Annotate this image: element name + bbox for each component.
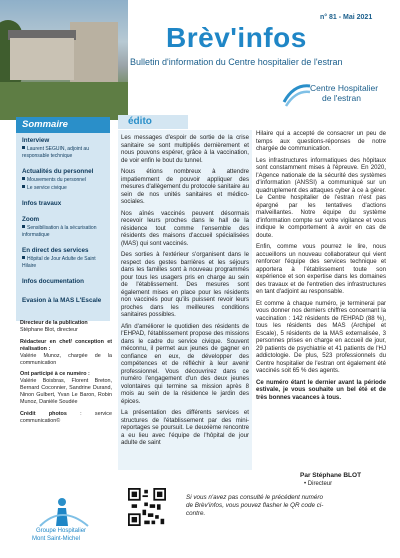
logo-swirl-icon (282, 80, 312, 108)
paragraph: Des sorties à l'extérieur s'organisent dans le respect des gestes barrières et les séjours dans les familles sont à nouveau programmés pour tous les usagers pris en charge au sein de l'établissement. Des mesures sont également mises en place pour les résidents non vaccinés pour qu'ils puissent revoir leurs proches dans les meilleures conditions sanitaires possibles. (121, 251, 249, 318)
toc-section-evasion[interactable]: Evasion à la MAS L'Escale (22, 297, 102, 304)
bullet-icon (22, 225, 25, 228)
toc-section-services[interactable]: En direct des services (22, 247, 89, 254)
paragraph: Les messages d'espoir de sortie de la crise sanitaire se sont multipliés dernièrement et nous pouvons espérer, grâce à la vaccination, de voir enfin le bout du tunnel. (121, 134, 249, 164)
edito-column-1 (118, 130, 252, 470)
toc-item[interactable]: Le service civique (22, 185, 110, 192)
toc-heading: Sommaire (16, 117, 110, 133)
paragraph: Nos aînés vaccinés peuvent désormais recevoir leurs proches dans le hall de la résidence tout comme l'ensemble des résidents des maisons d'accueil spécialisées (MAS) qui sont vaccinés. (121, 209, 249, 247)
toc-item[interactable]: Sensibilisation à la sécurisation informatique (22, 225, 97, 238)
logo-line2: de l'estran (322, 93, 361, 103)
newsletter-title: Brèv'infos (166, 22, 307, 53)
issue-number: n° 81 - Mai 2021 (320, 14, 373, 21)
bullet-icon (22, 256, 25, 259)
toc-item[interactable]: Hôpital de Jour Adulte de Saint Hilaire (22, 256, 96, 269)
edito-tab: édito (118, 115, 188, 129)
paragraph: Et comme à chaque numéro, je terminerai par vous donner nos derniers chiffres concernant la vaccination : 142 résidents de l'EHPAD (88 %), tous les résidents des MAS (Archipel et Escale), 5 résidents de la MAS externalisée, 3 personnes prises en charge en accueil de jour, 29 patients de psychiatrie et 41 patients de l'HJ addictologie. De plus, 523 professionnels du Centre hospitalier de l'estran ont également été vaccinés soit 65 % des agents. (256, 299, 386, 374)
hospital-photo (0, 0, 128, 120)
group-logo (18, 496, 116, 548)
toc-item[interactable]: Mouvements du personnel (22, 177, 110, 184)
hospital-logo (282, 78, 392, 112)
toc-item[interactable]: Laurent SEGUIN, adjoint au responsable technique (22, 146, 89, 159)
edito-column-2 (256, 130, 386, 405)
paragraph: La présentation des différents services et structures de l'établissement par des mini-reportages se poursuit. Le deuxième rencontre a eu lieu avec l'équipe de l'hôpital de jour adulte de saint (121, 409, 249, 446)
toc-section-travaux[interactable]: Infos travaux (22, 200, 62, 207)
qr-code-icon[interactable] (128, 488, 166, 526)
toc-section-personnel[interactable]: Actualités du personnel (22, 168, 94, 175)
paragraph: Les infrastructures informatiques des hôpitaux sont constamment mises à l'épreuve. En 2020, l'Agence nationale de la sécurité des systèmes d'information (ANSSI) a communiqué sur un quadruplement des attaques cyber à ce à gérer. Le Centre hospitalier de l'estran n'est pas épargné par les tentatives d'actions malveillantes. Notre équipe du système d'information compte sur votre vigilance et vous indique le comportement à avoir en cas de doute. (256, 156, 386, 239)
qr-code-note: Si vous n'avez pas consulté le précédent numéro de Brèv'infos, vous pouvez flasher le QR code ci-contre. (186, 494, 324, 517)
signature-role: • Directeur (304, 481, 333, 487)
group-logo-line1: Groupe Hospitalier (36, 528, 87, 534)
toc-section-zoom[interactable]: Zoom (22, 216, 40, 223)
bullet-icon (22, 185, 25, 188)
logo-line1: Centre Hospitalier (310, 83, 379, 93)
bullet-icon (22, 177, 25, 180)
paragraph: Nous étions nombreux à attendre impatiemment de pouvoir appliquer des mesures d'allègement du protocole sanitaire au sein de nos unités sanitaires et médico-sociales. (121, 168, 249, 205)
paragraph: Ce numéro étant le dernier avant la période estivale, je vous souhaite un bel été et de très bonnes vacances à tous. (256, 378, 386, 401)
paragraph: Hilaire qui a accepté de consacrer un peu de temps aux questions-réponses de notre chargée de communication. (256, 130, 386, 152)
publication-credits: Directeur de la publication Stéphane Blot, directeur Rédacteur en chef/ conception et réalisation : Valérie Munoz, chargée de la communication Ont participé à ce numéro : Valérie Boisbras, Florent Breton, Bernard Coconnier, Sandrine Durand, Ninon Gulbert, Yvan Le Baron, Robin Munoz, Danièle Soudée Crédit photos : service communication© (20, 320, 113, 424)
paragraph: Afin d'améliorer le quotidien des résidents de l'EHPAD, l'établissement propose des missions dans le cadre du service civique. Souvent méconnu, il permet aux jeunes de gagner en confiance en eux, de développer des compétences et de réfléchir à leur avenir professionnel. Vous découvrirez dans ce numéro l'engagement d'un des deux jeunes volontaires qui termine sa mission après 8 mois au sein de la résidence le jardin des épices. (121, 322, 249, 405)
group-logo-icon (18, 496, 116, 528)
signature: Par Stéphane BLOT (300, 472, 362, 479)
paragraph: Enfin, comme vous pourrez le lire, nous accueillons un nouveau collaborateur qui vient renforcer l'équipe des services technique et apportera à l'établissement toute son expérience et son expertise dans les domaines des travaux et de l'entretien des infrastructures en tant d'adjoint au responsable. (256, 243, 386, 295)
toc-section-interview[interactable]: Interview (22, 137, 50, 144)
group-logo-line2: Mont Saint-Michel (32, 536, 81, 542)
newsletter-subtitle: Bulletin d'information du Centre hospitalier de l'estran (130, 57, 343, 67)
toc-section-documentation[interactable]: Infos documentation (22, 278, 84, 285)
table-of-contents (16, 117, 110, 321)
bullet-icon (22, 146, 25, 149)
